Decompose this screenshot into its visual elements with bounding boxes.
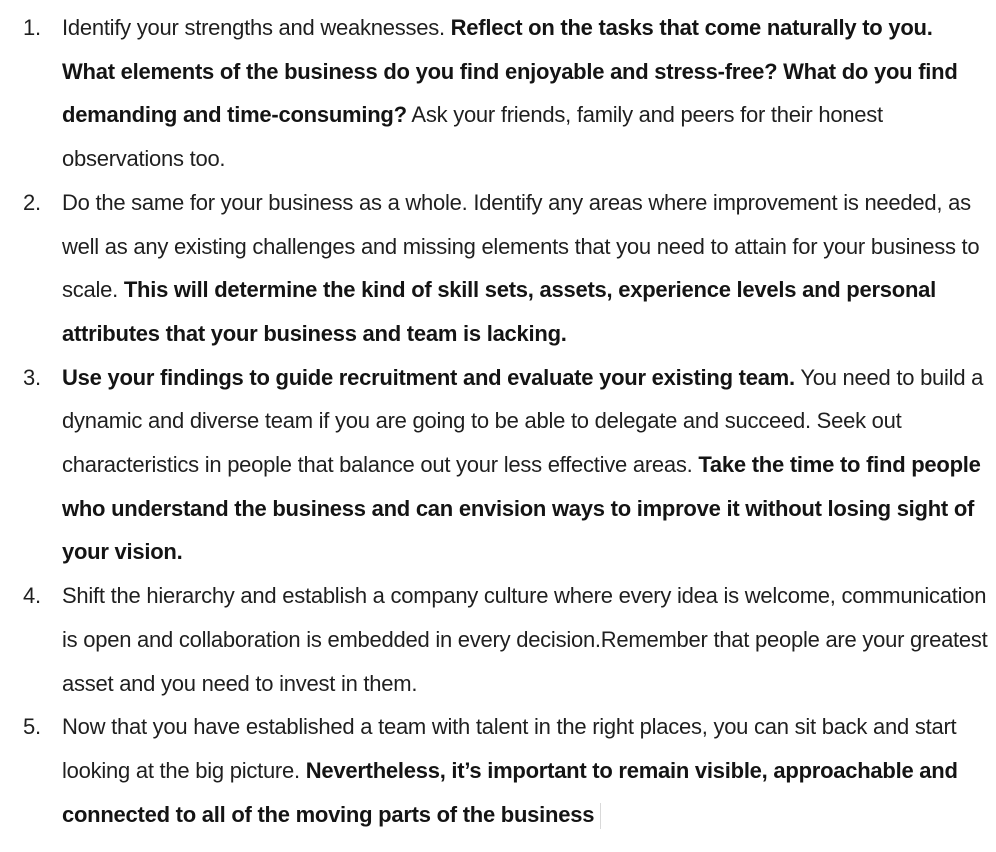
list-item-2: [0, 181, 996, 356]
text-segment: Identify your strengths and weaknesses.: [62, 15, 451, 40]
list-item-5: [0, 705, 996, 836]
text-cursor: [600, 803, 601, 829]
text-segment: Do the same for your business as a whole. Identify any areas where improvement is needed, as well as any existing challenges and missing elements that you need to attain for your business to scale.: [62, 189, 980, 303]
list-number: 1.: [23, 15, 41, 40]
list-item-1: [0, 6, 996, 181]
list-number: 4.: [23, 583, 41, 609]
bold-text-segment: Take the time to find people who understand the business and can envision ways to improve it without losing sight of your vision.: [62, 452, 981, 565]
bold-text-segment: Use your findings to guide recruitment and evaluate your existing team.: [62, 364, 795, 390]
bold-text-segment: Reflect on the tasks that come naturally to you. What elements of the business do you find enjoyable and stress-free? What do you find demanding and time-consuming?: [62, 15, 958, 128]
bold-text-segment: This will determine the kind of skill sets, assets, experience levels and personal attributes that your business and team is lacking.: [62, 277, 937, 346]
list-number: 5.: [23, 714, 41, 740]
text-segment: Now that you have established a team with talent in the right places, you can sit back and start looking at the big picture.: [62, 714, 957, 783]
list-number: 3.: [23, 364, 41, 390]
text-segment: Shift the hierarchy and establish a company culture where every idea is welcome, communication is open and collaboration is embedded in every decision.Remember that people are your greatest asset and you need to invest in them.: [62, 583, 988, 696]
list-number: 2.: [23, 189, 41, 215]
text-segment: Ask your friends, family and peers for their honest observations too.: [62, 102, 883, 172]
list-item-4: [0, 574, 996, 705]
bold-text-segment: Nevertheless, it’s important to remain visible, approachable and connected to all of the moving parts of the business: [62, 757, 958, 827]
numbered-list: [0, 6, 996, 836]
document-body: [0, 6, 996, 836]
list-item-3: [0, 356, 996, 575]
text-segment: You need to build a dynamic and diverse team if you are going to be able to delegate and succeed. Seek out characteristics in people that balance out your less effective areas.: [62, 364, 984, 478]
